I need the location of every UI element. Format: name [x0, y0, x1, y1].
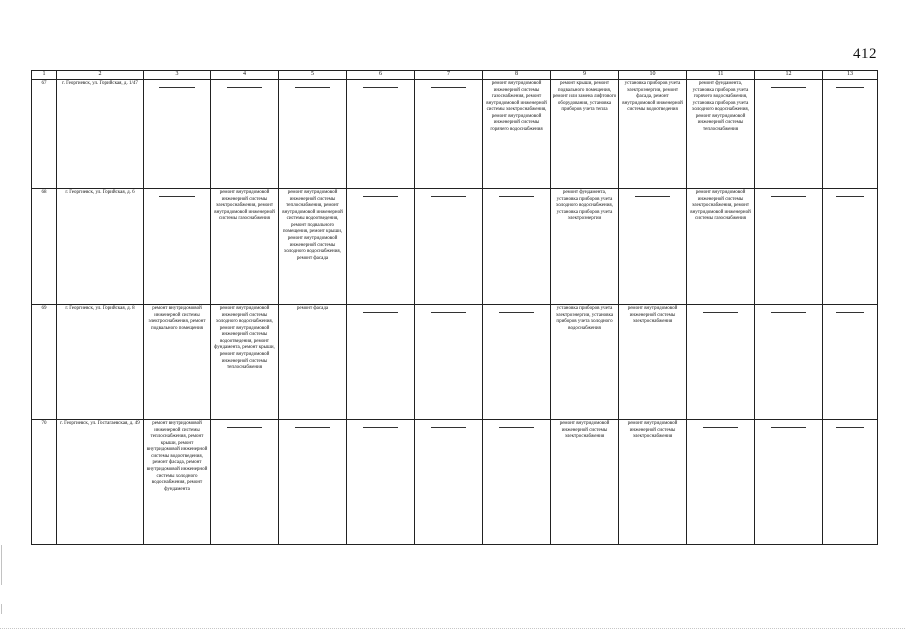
row-number: 69: [32, 304, 57, 419]
column-number: 5: [279, 71, 347, 80]
column-number: 9: [551, 71, 619, 80]
address-cell: г. Георгиевск, ул. Горийская, д. 8: [57, 304, 144, 419]
empty-cell: [687, 304, 755, 419]
empty-cell: [415, 419, 483, 544]
dash-mark: [227, 427, 263, 428]
dash-mark: [836, 312, 865, 313]
work-type-cell: ремонт фундамента, установка приборов учета холодного водоснабжения, установка приборов учета электроэнергии: [551, 188, 619, 304]
dash-mark: [771, 196, 807, 197]
column-number: 8: [483, 71, 551, 80]
work-type-cell: ремонт фасада: [279, 304, 347, 419]
work-type-cell: ремонт внутридомовой инженерной системы электроснабжения, ремонт подвального помещения: [144, 304, 211, 419]
work-type-cell: ремонт внутридомовой инженерной системы электроснабжения: [619, 419, 687, 544]
column-number: 13: [823, 71, 878, 80]
dash-mark: [771, 427, 807, 428]
dash-mark: [363, 196, 399, 197]
page-number: 412: [853, 46, 877, 62]
column-number: 7: [415, 71, 483, 80]
work-type-cell: установка приборов учета электроэнергии, ремонт фасада, ремонт внутридомовой инженерной системы водоотведения: [619, 79, 687, 188]
empty-cell: [347, 188, 415, 304]
empty-cell: [347, 304, 415, 419]
column-number: 11: [687, 71, 755, 80]
repair-schedule-table: [31, 70, 878, 545]
margin-scan-mark: [1, 545, 2, 585]
dash-mark: [363, 427, 399, 428]
column-number: 1: [32, 71, 57, 80]
dash-mark: [363, 87, 399, 88]
empty-cell: [279, 419, 347, 544]
dash-mark: [363, 312, 399, 313]
dash-mark: [836, 196, 865, 197]
work-type-cell: ремонт крыши, ремонт подвального помещения, ремонт или замена лифтового оборудования, установка приборов учета тепла: [551, 79, 619, 188]
dash-mark: [431, 312, 467, 313]
empty-cell: [415, 304, 483, 419]
empty-cell: [144, 79, 211, 188]
dash-mark: [499, 196, 535, 197]
empty-cell: [823, 79, 878, 188]
empty-cell: [144, 188, 211, 304]
dash-mark: [635, 196, 671, 197]
work-type-cell: ремонт внутридомовой инженерной системы электроснабжения, ремонт внутридомовой инженерной системы газоснабжения: [687, 188, 755, 304]
empty-cell: [823, 304, 878, 419]
column-number: 2: [57, 71, 144, 80]
dash-mark: [431, 427, 467, 428]
dash-mark: [499, 312, 535, 313]
dash-mark: [703, 312, 739, 313]
margin-scan-mark: [1, 604, 2, 614]
empty-cell: [755, 419, 823, 544]
empty-cell: [347, 79, 415, 188]
table-row: [32, 419, 878, 544]
empty-cell: [755, 188, 823, 304]
column-number: 3: [144, 71, 211, 80]
empty-cell: [823, 188, 878, 304]
empty-cell: [415, 79, 483, 188]
row-number: 68: [32, 188, 57, 304]
empty-cell: [415, 188, 483, 304]
empty-cell: [211, 419, 279, 544]
column-number-header: [32, 71, 878, 80]
dash-mark: [499, 427, 535, 428]
scan-artifact-line: [0, 628, 905, 630]
dash-mark: [159, 87, 194, 88]
empty-cell: [619, 188, 687, 304]
dash-mark: [295, 87, 331, 88]
column-number: 6: [347, 71, 415, 80]
address-cell: г. Георгиевск, ул. Горийская, д. 1/47: [57, 79, 144, 188]
dash-mark: [431, 87, 467, 88]
dash-mark: [771, 312, 807, 313]
work-type-cell: ремонт внутридомовой инженерной системы электроснабжения, ремонт внутридомовой инженерной системы газоснабжения: [211, 188, 279, 304]
dash-mark: [295, 427, 331, 428]
column-number: 10: [619, 71, 687, 80]
work-type-cell: ремонт внутридомовой инженерной системы газоснабжения, ремонт внутридомовой инженерной системы электроснабжения, ремонт внутридомовой инженерной системы горячего водоснабжения: [483, 79, 551, 188]
work-type-cell: ремонт внутридомовой инженерной системы электроснабжения: [551, 419, 619, 544]
empty-cell: [755, 304, 823, 419]
row-number: 70: [32, 419, 57, 544]
address-cell: г. Георгиевск, ул. Горийская, д. 6: [57, 188, 144, 304]
empty-cell: [211, 79, 279, 188]
empty-cell: [347, 419, 415, 544]
work-type-cell: ремонт внутридомовой инженерной системы электроснабжения: [619, 304, 687, 419]
empty-cell: [755, 79, 823, 188]
work-type-cell: ремонт внутридомовой инженерной системы холодного водоснабжения, ремонт внутридомовой инженерной системы водоотведения, ремонт фундамента, ремонт крыши, ремонт внутридомовой инженерной системы теплоснабжения: [211, 304, 279, 419]
work-type-cell: ремонт фундамента, установка приборов учета горячего водоснабжения, установка приборов учета холодного водоснабжения, ремонт внутридомовой инженерной системы теплоснабжения: [687, 79, 755, 188]
dash-mark: [771, 87, 807, 88]
dash-mark: [836, 427, 865, 428]
row-number: 67: [32, 79, 57, 188]
empty-cell: [279, 79, 347, 188]
empty-cell: [483, 188, 551, 304]
work-type-cell: установка приборов учета электроэнергии, установка приборов учета холодного водоснабжения: [551, 304, 619, 419]
column-number: 4: [211, 71, 279, 80]
dash-mark: [431, 196, 467, 197]
empty-cell: [687, 419, 755, 544]
table-row: [32, 188, 878, 304]
empty-cell: [823, 419, 878, 544]
column-number: 12: [755, 71, 823, 80]
work-type-cell: ремонт внутридомовой инженерной системы теплоснабжения, ремонт внутридомовой инженерной системы водоотведения, ремонт подвального помещения, ремонт крыши, ремонт внутридомовой инженерной системы холодного водоснабжения, ремонт фасада: [279, 188, 347, 304]
table-row: [32, 304, 878, 419]
address-cell: г. Георгиевск, ул. Гостагаевская, д. 49: [57, 419, 144, 544]
table-row: [32, 79, 878, 188]
work-type-cell: ремонт внутридомовой инженерной системы теплоснабжения, ремонт крыши, ремонт внутридомовой инженерной системы водоотведения, ремонт фасада, ремонт внутридомовой инженерной системы холодного водоснабжения, ремонт фундамента: [144, 419, 211, 544]
dash-mark: [703, 427, 739, 428]
empty-cell: [483, 419, 551, 544]
dash-mark: [836, 87, 865, 88]
empty-cell: [483, 304, 551, 419]
dash-mark: [159, 196, 194, 197]
dash-mark: [227, 87, 263, 88]
